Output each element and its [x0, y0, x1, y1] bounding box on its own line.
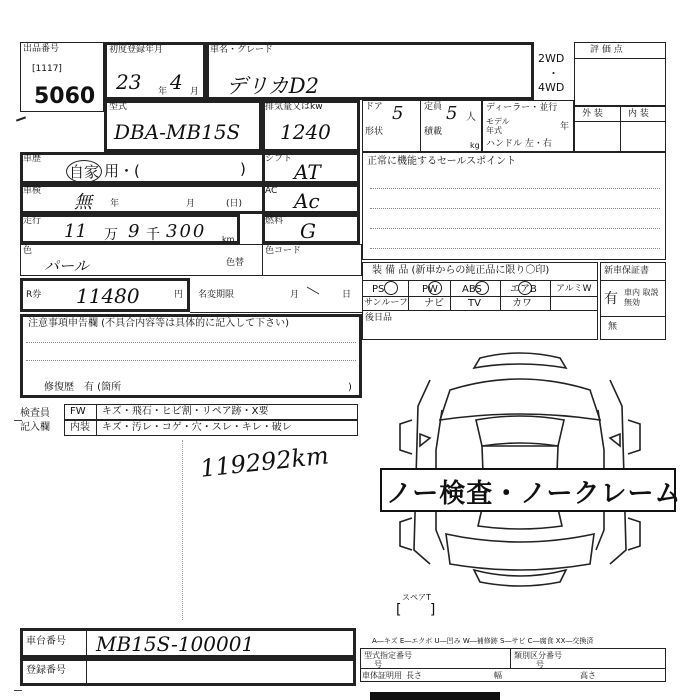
capacity-value: 5 [446, 103, 458, 124]
shift-value: AT [294, 160, 321, 184]
equip-v2 [450, 280, 451, 310]
expiry-slash [307, 287, 320, 295]
reg-month-char: 月 [190, 87, 200, 97]
equip-airbag: エアB [510, 284, 537, 295]
shift-label: シフト [265, 154, 293, 164]
mileage-man: 万 [104, 227, 118, 243]
equip-v1 [408, 280, 409, 310]
class-label: 類別区分番号 [514, 651, 562, 660]
history-label: 車歴 [23, 154, 42, 164]
kg-unit: kg [470, 141, 480, 150]
dealer-label: ディーラー・並行 [486, 103, 558, 113]
capacity-unit: 人 [466, 112, 476, 123]
reg-divider [86, 658, 87, 686]
sp-line-4 [370, 248, 660, 249]
displacement-label: 排気量又はkw [265, 102, 323, 112]
doors-divider [420, 100, 421, 152]
history-close: ) [240, 160, 246, 178]
equip-h3 [362, 310, 598, 311]
circle-abs [475, 281, 489, 295]
circle-airbag [518, 281, 532, 295]
color-label: 色 [23, 246, 33, 256]
equip-h2 [362, 296, 598, 297]
mileage-digit1: 11 [64, 221, 87, 242]
equip-alloy: アルミW [556, 284, 592, 294]
no-claim-text: ノー検査・ノークレーム [386, 479, 682, 509]
capacity-label: 定員 [424, 102, 443, 112]
fw-label: FW [70, 406, 86, 417]
type-cert-label: 型式指定番号 [364, 651, 412, 660]
repair-label: 修復歴 有 (箇所 [44, 382, 122, 393]
aftermarket-label: 後日品 [365, 313, 393, 323]
margin-tick-1 [14, 420, 22, 421]
mileage-unit: km [222, 235, 235, 244]
warranty-yes: 有 [604, 291, 618, 307]
exterior-label: 外 装 [582, 109, 603, 119]
margin-tick-2 [14, 690, 22, 691]
model-value: DBA-MB15S [114, 120, 241, 144]
damage-legend: A―キズ E―エクボ U―凹み W―補修跡 S―サビ C―腐食 XX―交換済 [372, 637, 594, 645]
notes-label: 注意事項申告欄 (不具合内容等は具体的に記入して下さい) [28, 318, 289, 329]
checker-margin-line [182, 440, 183, 620]
doors-label: ドア [365, 102, 383, 112]
equip-sunroof: サンルーフ [364, 298, 408, 308]
circle-pw [428, 281, 442, 295]
inspection-day: (日) [226, 199, 243, 209]
equipment-label: 装 備 品 (新車からの純正品に限り〇印) [372, 265, 550, 276]
cert-width: 幅 [494, 671, 502, 680]
drive-dot: ・ [548, 67, 559, 80]
equip-abs: ABS [462, 284, 482, 295]
checker-divider [96, 404, 97, 436]
circle-ps [384, 281, 398, 295]
car-name: デリカD2 [226, 74, 319, 98]
bottom-bar [370, 692, 500, 700]
inspection-year: 年 [110, 199, 120, 209]
drive-2wd: 2WD [538, 52, 565, 65]
equip-pw: PW [422, 284, 438, 295]
reg-label: 登録番号 [26, 665, 66, 676]
equip-navi: ナビ [424, 298, 444, 309]
ac-value: Ac [294, 189, 320, 213]
chassis-value: MB15S-100001 [96, 632, 255, 656]
color-value: パール [44, 257, 89, 275]
lot-label: 出品番号 [23, 44, 60, 54]
selling-points-box [362, 152, 666, 260]
notes-line-1 [26, 342, 356, 343]
spare-label: スペアT [402, 593, 431, 602]
ext-int-hline [574, 121, 666, 122]
model-year-unit: 年 [560, 122, 570, 132]
mileage-digit3: 300 [166, 221, 207, 242]
inspection-label: 車検 [23, 186, 42, 196]
reg-year-char: 年 [158, 87, 168, 97]
expiry-label: 名変期限 [198, 290, 235, 300]
lot-number: 5060 [34, 84, 96, 109]
warranty-h2 [600, 316, 666, 317]
rating-label: 評 価 点 [590, 45, 623, 55]
cert-length: 長さ [406, 671, 422, 680]
checker-int-label: 内装 [70, 422, 90, 433]
edge-mark [16, 116, 26, 121]
equip-leather: カワ [512, 298, 532, 309]
use-rest: 用・( [104, 162, 140, 180]
color-change-label: 色替 [226, 258, 245, 268]
fw-text: キズ・飛石・ヒビ割・リペア跡・X要 [102, 406, 269, 417]
checker-int-text: キズ・汚レ・コゲ・穴・スレ・キレ・破レ [102, 422, 292, 433]
chassis-label: 車台番号 [26, 636, 66, 647]
sp-line-2 [370, 208, 660, 209]
doors-value: 5 [392, 103, 404, 124]
chassis-divider [86, 628, 87, 658]
shape-label: 形状 [365, 127, 384, 137]
notes-line-2 [26, 360, 356, 361]
inspection-month: 月 [186, 199, 196, 209]
interior-label: 内 装 [628, 109, 649, 119]
handwritten-mileage: 119292km [198, 441, 331, 483]
checker-label: 検査員 記入欄 [20, 408, 50, 433]
reg-year: 23 [116, 70, 142, 94]
ext-int-divider [620, 106, 621, 152]
load-label: 積載 [424, 127, 443, 137]
lot-bracket: [1117] [32, 64, 62, 74]
warranty-h1 [600, 280, 666, 281]
rating-divider [574, 58, 666, 59]
mileage-label: 走行 [23, 216, 42, 226]
recycle-label: R券 [26, 290, 42, 300]
color-code-label: 色コード [265, 246, 302, 256]
mileage-sen: 千 [146, 227, 160, 243]
reg-month: 4 [170, 70, 183, 94]
inspection-value: 無 [74, 192, 92, 213]
use-self: 自家 [66, 160, 102, 183]
equip-tv: TV [468, 298, 481, 309]
expiry-month: 月 [290, 290, 300, 300]
warranty-label: 新車保証書 [604, 266, 650, 276]
spare-bracket: [ ] [396, 602, 448, 618]
reg-box [20, 658, 356, 686]
recycle-bottom [190, 312, 362, 313]
fuel-value: G [300, 219, 316, 243]
warranty-no: 無 [608, 322, 618, 332]
class-sub: 号 [536, 660, 544, 669]
recycle-value: 11480 [76, 284, 140, 308]
equip-ps: PS [372, 284, 385, 295]
mileage-digit2: 9 [128, 221, 140, 242]
model-year-label: モデル年式 [486, 117, 510, 135]
recycle-unit: 円 [174, 290, 184, 300]
cert-height: 高さ [580, 671, 596, 680]
handle-label: ハンドル 左・右 [486, 139, 552, 149]
cert-label: 車体証明用 [362, 671, 402, 680]
displacement-value: 1240 [280, 120, 331, 144]
cert-hline [360, 668, 666, 669]
cert-vline [510, 648, 511, 668]
warranty-yes-note: 車内 取説無効 [624, 288, 659, 307]
selling-points-label: 正常に機能するセールスポイント [367, 156, 517, 167]
equip-v4 [550, 280, 551, 310]
color-divider [262, 244, 263, 276]
name-grade-label: 車名・グレード [210, 45, 274, 55]
ac-label: AC [265, 186, 278, 196]
sp-line-3 [370, 228, 660, 229]
sp-line-1 [370, 188, 660, 189]
equip-v3 [500, 280, 501, 310]
fuel-label: 燃料 [265, 216, 284, 226]
repair-close: ) [348, 382, 352, 393]
drive-4wd: 4WD [538, 81, 565, 94]
model-label: 型式 [109, 102, 128, 112]
expiry-day: 日 [342, 290, 352, 300]
type-cert-sub: 号 [374, 660, 382, 669]
first-reg-label: 初度登録年月 [109, 45, 164, 55]
